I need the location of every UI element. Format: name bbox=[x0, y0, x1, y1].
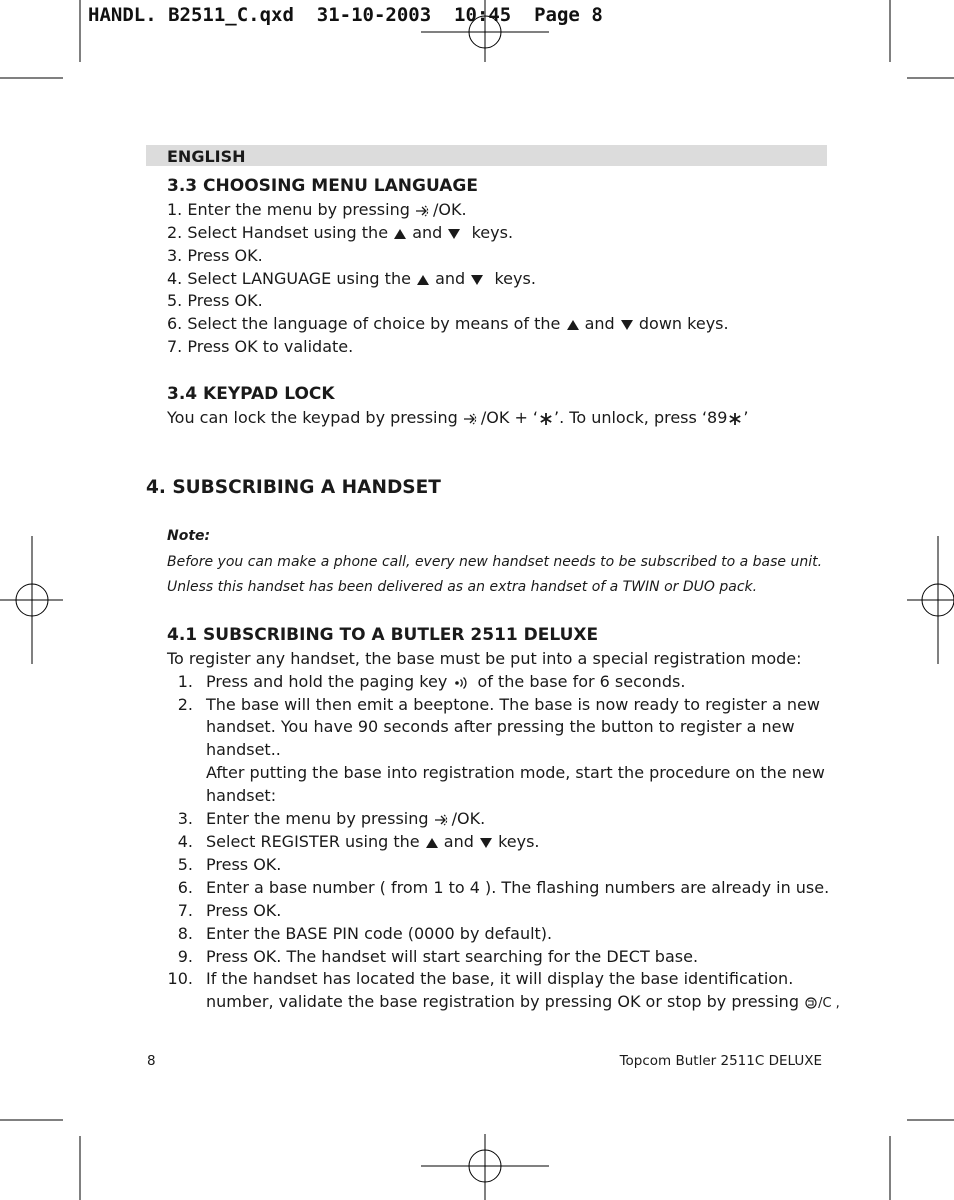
menu-key-icon bbox=[434, 813, 452, 827]
star-key-icon bbox=[727, 411, 743, 427]
step-number: 6. bbox=[177, 878, 193, 897]
step-number: 10. bbox=[167, 969, 193, 988]
section-3-3-heading: 3.3 CHOOSING MENU LANGUAGE bbox=[167, 176, 478, 196]
note-line-1: Before you can make a phone call, every new handset needs to be subscribed to a base unit. bbox=[167, 554, 823, 570]
step-10-line-1: If the handset has located the base, it will display the base identification. bbox=[206, 969, 794, 988]
down-arrow-icon bbox=[479, 837, 493, 849]
lang-step-7: 7. Press OK to validate. bbox=[167, 337, 354, 356]
step-number: 1. bbox=[177, 672, 193, 691]
step-1-text: Press and hold the paging key of the base for 6 seconds. bbox=[206, 672, 686, 691]
step-9-text: Press OK. The handset will start searching for the DECT base. bbox=[206, 947, 699, 966]
section-3-4-heading: 3.4 KEYPAD LOCK bbox=[167, 384, 335, 404]
section-4-heading: 4. SUBSCRIBING A HANDSET bbox=[146, 477, 441, 498]
step-3-text: Enter the menu by pressing /OK. bbox=[206, 809, 486, 828]
step-2-line-5: handset: bbox=[206, 786, 277, 805]
menu-key-icon bbox=[415, 204, 433, 218]
menu-key-icon bbox=[463, 412, 481, 426]
down-arrow-icon bbox=[470, 274, 484, 286]
step-5-text: Press OK. bbox=[206, 855, 282, 874]
up-arrow-icon bbox=[393, 228, 407, 240]
step-number: 8. bbox=[177, 924, 193, 943]
lang-step-2: 2. Select Handset using the and keys. bbox=[167, 223, 514, 242]
print-slug: HANDL. B2511_C.qxd 31-10-2003 10:45 Page 8 bbox=[88, 4, 603, 26]
lang-step-5: 5. Press OK. bbox=[167, 291, 263, 310]
step-2-line-3: handset.. bbox=[206, 740, 281, 759]
step-2-line-4: After putting the base into registration mode, start the procedure on the new bbox=[206, 763, 825, 782]
step-number: 9. bbox=[177, 947, 193, 966]
step-number: 5. bbox=[177, 855, 193, 874]
step-8-text: Enter the BASE PIN code (0000 by default). bbox=[206, 924, 553, 943]
up-arrow-icon bbox=[425, 837, 439, 849]
step-2-line-1: The base will then emit a beeptone. The base is now ready to register a new bbox=[206, 695, 820, 714]
lang-step-6: 6. Select the language of choice by means of the and down keys. bbox=[167, 314, 729, 333]
section-4-1-heading: 4.1 SUBSCRIBING TO A BUTLER 2511 DELUXE bbox=[167, 625, 599, 645]
step-number: 7. bbox=[177, 901, 193, 920]
step-6-text: Enter a base number ( from 1 to 4 ). The flashing numbers are already in use. bbox=[206, 878, 830, 897]
keypad-lock-text: You can lock the keypad by pressing /OK + ‘ ’. To unlock, press ‘89 ’ bbox=[167, 408, 749, 427]
step-number: 4. bbox=[177, 832, 193, 851]
language-bar bbox=[146, 145, 827, 166]
step-10-line-2: number, validate the base registration by pressing OK or stop by pressing /C , bbox=[206, 992, 840, 1011]
note-title: Note: bbox=[167, 528, 211, 544]
up-arrow-icon bbox=[416, 274, 430, 286]
down-arrow-icon bbox=[447, 228, 461, 240]
language-label: ENGLISH bbox=[167, 147, 246, 166]
paging-key-icon bbox=[452, 675, 472, 691]
step-2-line-2: handset. You have 90 seconds after pressing the button to register a new bbox=[206, 717, 795, 736]
cancel-key-icon bbox=[804, 996, 818, 1010]
footer-brand: Topcom Butler 2511C DELUXE bbox=[619, 1053, 822, 1069]
step-number: 2. bbox=[177, 695, 193, 714]
down-arrow-icon bbox=[620, 319, 634, 331]
step-4-text: Select REGISTER using the and keys. bbox=[206, 832, 540, 851]
note-line-2: Unless this handset has been delivered as an extra handset of a TWIN or DUO pack. bbox=[167, 579, 758, 595]
page-number: 8 bbox=[147, 1053, 156, 1069]
step-number: 3. bbox=[177, 809, 193, 828]
star-key-icon bbox=[538, 411, 554, 427]
step-7-text: Press OK. bbox=[206, 901, 282, 920]
up-arrow-icon bbox=[566, 319, 580, 331]
registration-intro: To register any handset, the base must be put into a special registration mode: bbox=[167, 649, 802, 668]
lang-step-1: 1. Enter the menu by pressing /OK. bbox=[167, 200, 467, 219]
lang-step-4: 4. Select LANGUAGE using the and keys. bbox=[167, 269, 536, 288]
lang-step-3: 3. Press OK. bbox=[167, 246, 263, 265]
